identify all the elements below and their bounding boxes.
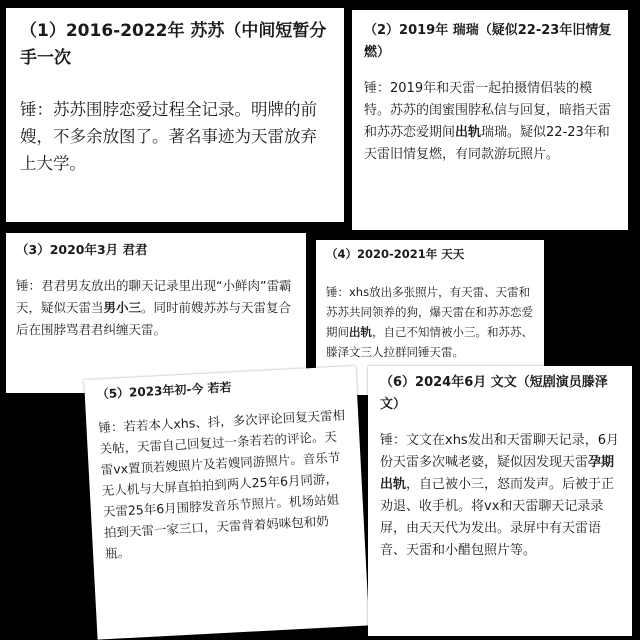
body-emphasis: 出轨 <box>349 325 372 339</box>
body-text: 锤：若若本人xhs、抖，多次评论回复天雷相关帖，天雷自己回复过一条若若的评论。天雷vx置顶若嫂照片及若嫂同游照片。音乐节无人机与大屏直拍拍到两人25年6月同游，天雷25年6月围脖发音乐节照片。机场站姐拍到天雷一家三口，天雷背着妈咪包和奶瓶。 <box>98 407 346 562</box>
body-text: 锤：2019年和天雷一起拍摄情侣装的模特。苏苏的闺蜜围脖私信与回复，暗指天雷和苏苏恋爱期间 <box>364 81 612 140</box>
card-title: （3）2020年3月 君君 <box>16 242 148 257</box>
card-body <box>326 282 534 362</box>
body-emphasis: 孕期出轨 <box>380 455 615 492</box>
card-body <box>20 96 330 177</box>
body-text: ，自己不知情被小三。和苏苏、滕泽文三人拉群同锤天雷。 <box>326 325 533 359</box>
body-text: 瑞瑞。疑似22-23年和天雷旧情复燃，有同款游玩照片。 <box>364 125 610 162</box>
body-text: 锤：君君男友放出的聊天记录里出现“小鲜肉”雷霸天，疑似天雷当 <box>16 278 292 315</box>
card-title: （4）2020-2021年 天天 <box>326 247 465 261</box>
body-text: 锤：苏苏围脖恋爱过程全记录。明牌的前嫂，不多余放图了。著名事迹为天雷放弃上大学。 <box>20 100 317 173</box>
card-title: （2）2019年 瑞瑞（疑似22-23年旧情复燃） <box>364 23 612 60</box>
body-text: 锤：文文在xhs发出和天雷聊天记录，6月份天雷多次喊老婆，疑似因发现天雷 <box>380 433 619 470</box>
info-card-5 <box>84 366 369 640</box>
body-text: ，自己被小三，怒而发声。后被于正劝退、收手机。将vx和天雷聊天记录录屏，由天天代为发出。录屏中有天雷语音、天雷和小醋包照片等。 <box>380 477 615 558</box>
card-body <box>380 430 620 562</box>
info-card-6 <box>368 366 632 636</box>
card-body <box>98 404 353 564</box>
info-card-1 <box>6 8 344 222</box>
card-body <box>16 275 296 341</box>
body-text: 锤：xhs放出多张照片，有天雷、天雷和苏苏共同领养的狗，爆天雷在和苏苏恋爱期间 <box>326 285 533 339</box>
body-emphasis: 出轨 <box>455 125 482 140</box>
card-title: （6）2024年6月 文文（短剧演员滕泽文） <box>380 375 608 412</box>
body-emphasis: 男小三 <box>103 300 142 315</box>
info-card-3 <box>6 233 306 393</box>
card-body <box>364 78 616 166</box>
card-title: （5）2023年初-今 若若 <box>96 380 232 402</box>
body-text: 。同时前嫂苏苏与天雷复合后在围脖骂君君纠缠天雷。 <box>16 300 292 337</box>
info-card-2 <box>352 10 628 230</box>
card-title: （1）2016-2022年 苏苏（中间短暂分手一次 <box>20 21 327 68</box>
